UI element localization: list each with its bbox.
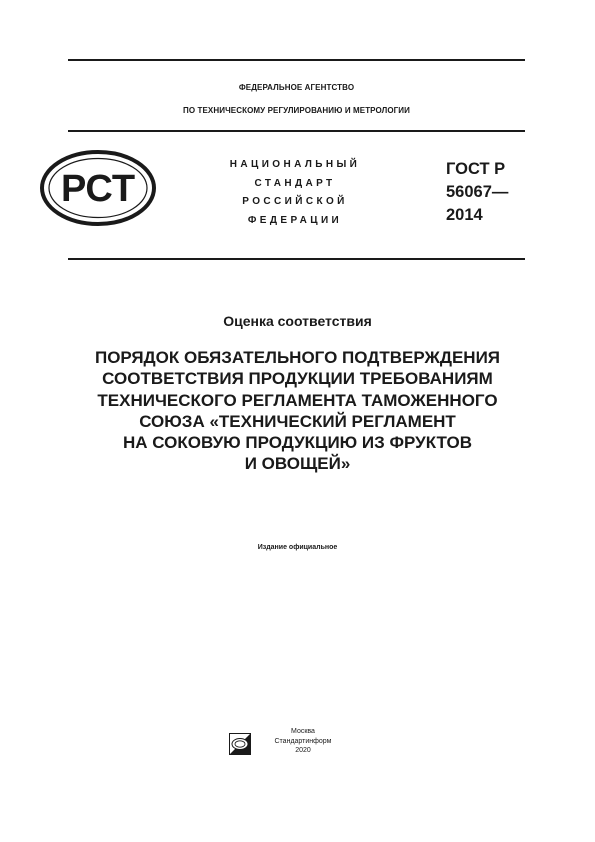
edition-note: Издание официальное bbox=[257, 544, 338, 551]
emblem-letters: РСТ bbox=[60, 168, 136, 210]
national-standard-line-3: РОССИЙСКОЙ bbox=[242, 196, 348, 207]
title-line-1: ПОРЯДОК ОБЯЗАТЕЛЬНОГО ПОДТВЕРЖДЕНИЯ bbox=[94, 348, 501, 367]
national-standard-line-1: НАЦИОНАЛЬНЫЙ bbox=[229, 159, 361, 170]
title-line-2: СООТВЕТСТВИЯ ПРОДУКЦИИ ТРЕБОВАНИЯМ bbox=[102, 369, 493, 389]
title-line-6: И ОВОЩЕЙ» bbox=[244, 454, 351, 474]
publisher-name: Стандартинформ bbox=[274, 737, 332, 745]
publisher-info bbox=[258, 727, 348, 756]
publisher-city: Москва bbox=[291, 728, 315, 735]
publisher-year: 2020 bbox=[295, 747, 311, 754]
divider-rule bbox=[68, 258, 525, 260]
header-rule bbox=[68, 130, 525, 132]
agency-line-1: ФЕДЕРАЛЬНОЕ АГЕНТСТВО bbox=[238, 83, 355, 92]
title-line-5: НА СОКОВУЮ ПРОДУКЦИЮ ИЗ ФРУКТОВ bbox=[123, 433, 472, 453]
title-line-3: ТЕХНИЧЕСКОГО РЕГЛАМЕНТА ТАМОЖЕННОГО bbox=[97, 390, 498, 410]
agency-line-2: ПО ТЕХНИЧЕСКОМУ РЕГУЛИРОВАНИЮ И МЕТРОЛОГИИ bbox=[182, 106, 411, 115]
rst-gost-emblem-icon bbox=[38, 148, 158, 228]
national-standard-label bbox=[200, 156, 390, 230]
document-title bbox=[20, 347, 575, 475]
title-line-4: СОЮЗА «ТЕХНИЧЕСКИЙ РЕГЛАМЕНТ bbox=[139, 411, 456, 431]
top-rule bbox=[68, 59, 525, 61]
standartinform-logo-icon bbox=[229, 733, 251, 755]
designation-line-3: 2014 bbox=[446, 206, 483, 224]
national-standard-line-4: ФЕДЕРАЦИИ bbox=[247, 214, 343, 226]
designation-line-1: ГОСТ Р bbox=[446, 160, 506, 178]
national-standard-line-2: СТАНДАРТ bbox=[254, 177, 336, 189]
designation-line-2: 56067— bbox=[446, 183, 509, 201]
standard-designation bbox=[446, 158, 508, 227]
document-subject: Оценка соответствия bbox=[223, 313, 372, 329]
